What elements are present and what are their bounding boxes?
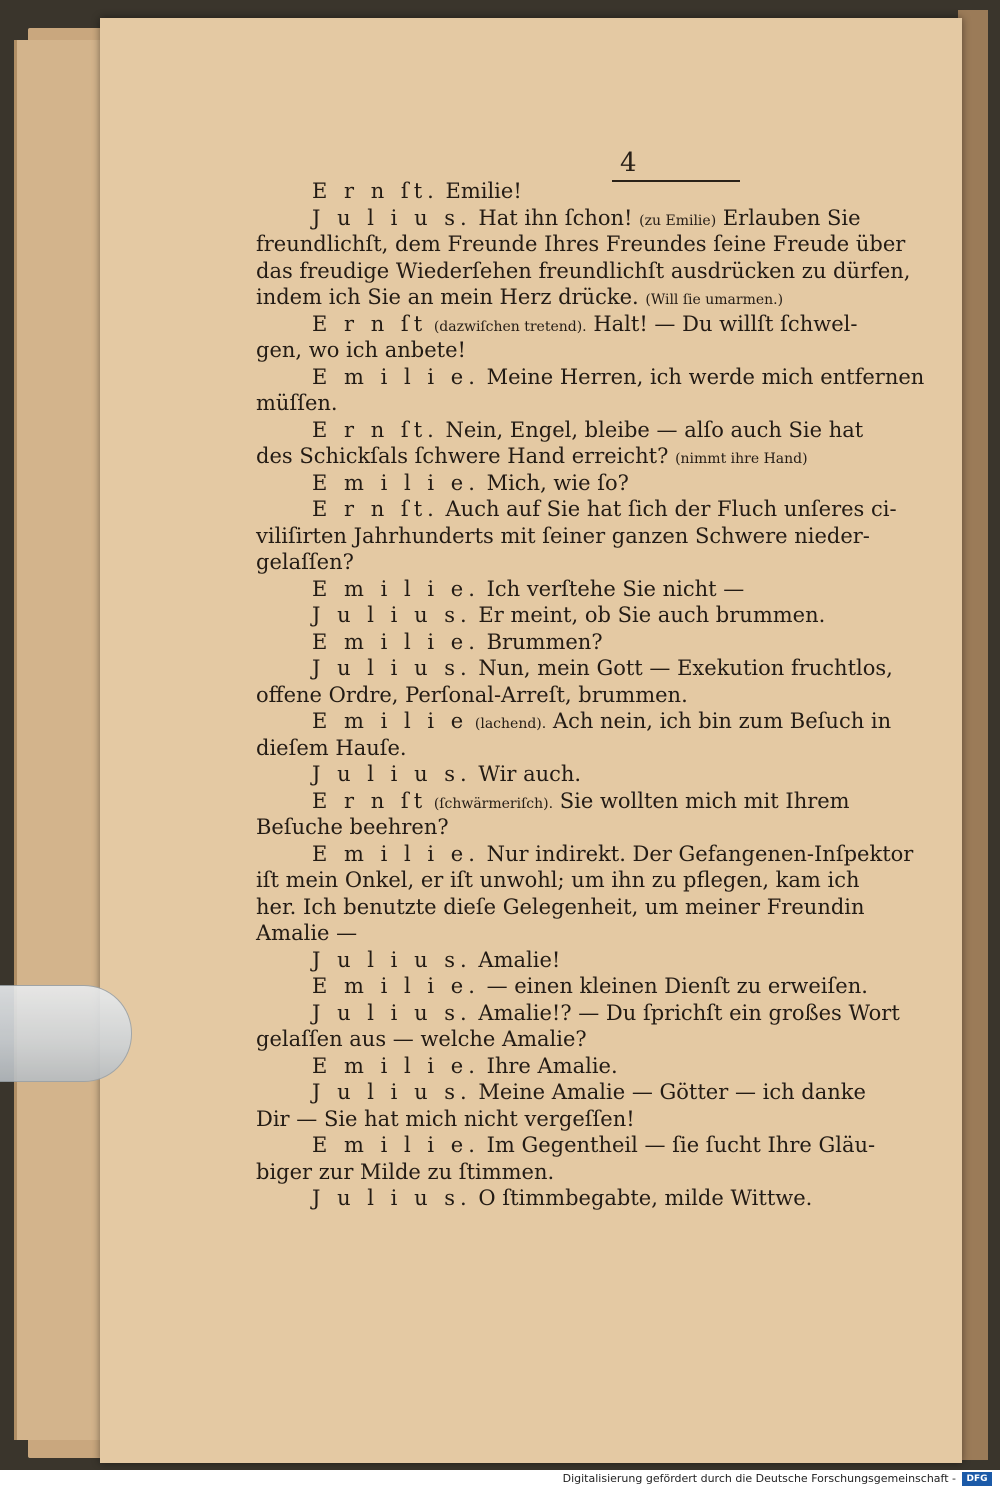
text: Nun, mein Gott — Exekution fruchtlos, xyxy=(478,656,893,680)
speaker: E m i l i e. xyxy=(312,1133,480,1157)
speaker: J u l i u s. xyxy=(312,947,472,972)
text: Ich verſtehe Sie nicht — xyxy=(486,576,745,601)
speaker: E m i l i e. xyxy=(312,364,480,389)
text-line xyxy=(256,205,896,232)
text: Amalie! xyxy=(478,947,561,972)
speaker: E r n ſt xyxy=(312,788,428,813)
text-line xyxy=(256,761,896,788)
text-line xyxy=(256,1159,896,1186)
footer-bar xyxy=(0,1470,1000,1489)
text: indem ich Sie an mein Herz drücke. xyxy=(256,285,639,309)
text-line xyxy=(256,470,896,497)
text-line xyxy=(256,814,896,841)
text-line xyxy=(256,576,896,603)
speaker: E m i l i e. xyxy=(312,470,480,495)
text-line xyxy=(256,443,896,470)
text-line xyxy=(256,1026,896,1053)
text: Amalie — xyxy=(256,921,358,945)
text: Meine Amalie — Götter — ich danke xyxy=(478,1080,866,1104)
speaker: J u l i u s. xyxy=(312,1080,472,1104)
speaker: E r n ſt. xyxy=(312,179,439,203)
stage-direction: (ſchwärmeriſch). xyxy=(433,795,554,812)
speaker: J u l i u s. xyxy=(312,762,472,786)
paper-clip xyxy=(0,985,132,1082)
text-cont: Ach nein, ich bin zum Beſuch in xyxy=(552,709,892,733)
text-line xyxy=(256,682,896,709)
text: iſt mein Onkel, er iſt unwohl; um ihn zu pflegen, kam ich xyxy=(256,868,860,892)
text-line xyxy=(256,788,896,815)
text: gen, wo ich anbete! xyxy=(256,338,466,362)
text-line xyxy=(256,1185,896,1212)
speaker: E m i l i e xyxy=(312,709,469,733)
text: müſſen. xyxy=(256,391,338,415)
text-cont: Halt! — Du willſt ſchwel- xyxy=(593,311,858,336)
speaker: J u l i u s. xyxy=(312,656,472,680)
text-line xyxy=(256,390,896,417)
text-line xyxy=(256,1079,896,1106)
text-line xyxy=(256,1132,896,1159)
text-line xyxy=(256,735,896,762)
text: O ſtimmbegabte, milde Wittwe. xyxy=(478,1186,813,1210)
text: Nein, Engel, bleibe — alſo auch Sie hat xyxy=(445,417,864,442)
stage-direction: (lachend). xyxy=(474,716,547,732)
text: Mich, wie ſo? xyxy=(486,470,629,495)
speaker: J u l i u s. xyxy=(312,1186,472,1210)
footer-credit: Digitalisierung gefördert durch die Deutsche Forschungsgemeinschaft - xyxy=(562,1472,956,1485)
text-line xyxy=(256,284,896,311)
text-line xyxy=(256,841,914,868)
text-line xyxy=(256,1106,896,1133)
speaker: E m i l i e. xyxy=(312,629,480,654)
text: Ihre Amalie. xyxy=(486,1053,618,1078)
text: offene Ordre, Perſonal-Arreſt, brummen. xyxy=(256,682,688,707)
text: dieſem Hauſe. xyxy=(256,735,407,760)
text-line xyxy=(256,549,896,576)
text-line xyxy=(256,523,896,550)
text: gelaſſen aus — welche Amalie? xyxy=(256,1027,587,1051)
text-line xyxy=(256,1053,896,1080)
dfg-logo: DFG xyxy=(962,1472,992,1486)
stage-direction: (nimmt ihre Hand) xyxy=(675,451,808,467)
text-line xyxy=(256,920,896,947)
text-line xyxy=(256,867,896,894)
left-page-edge xyxy=(14,40,107,1440)
stage-direction: (dazwiſchen tretend). xyxy=(433,318,587,335)
text-line xyxy=(256,947,896,974)
text: viliſirten Jahrhunderts mit ſeiner ganzen Schwere nieder- xyxy=(256,523,870,548)
text-line xyxy=(256,602,896,629)
text: biger zur Milde zu ſtimmen. xyxy=(256,1159,555,1184)
text-line xyxy=(256,231,906,258)
text-line xyxy=(256,708,896,735)
text: das freudige Wiederſehen freundlichſt ausdrücken zu dürfen, xyxy=(256,258,911,283)
speaker: J u l i u s. xyxy=(312,1000,472,1025)
text: Amalie!? — Du ſprichſt ein großes Wort xyxy=(478,1000,900,1025)
text: Auch auf Sie hat ſich der Fluch unſeres ci- xyxy=(445,497,897,521)
text: Emilie! xyxy=(445,179,522,203)
text: Er meint, ob Sie auch brummen. xyxy=(478,603,826,627)
speaker: E m i l i e. xyxy=(312,576,480,601)
text: Beſuche beehren? xyxy=(256,815,449,839)
speaker: E m i l i e. xyxy=(312,1053,480,1078)
speaker: E r n ſt. xyxy=(312,497,439,521)
text: freundlichſt, dem Freunde Ihres Freundes ſeine Freude über xyxy=(256,232,906,256)
text: Im Gegentheil — ſie ſucht Ihre Gläu- xyxy=(486,1133,876,1157)
text-line xyxy=(256,364,925,391)
text: her. Ich benutzte dieſe Gelegenheit, um meiner Freundin xyxy=(256,894,865,919)
page-text xyxy=(256,178,925,1212)
text-line xyxy=(256,655,896,682)
text: Hat ihn ſchon! xyxy=(478,205,633,230)
text: Brummen? xyxy=(486,629,603,654)
speaker: E r n ſt. xyxy=(312,417,439,442)
text: des Schickſals ſchwere Hand erreicht? xyxy=(256,444,669,468)
text: Wir auch. xyxy=(478,762,582,786)
text-cont: Erlauben Sie xyxy=(722,205,861,230)
text: Dir — Sie hat mich nicht vergeſſen! xyxy=(256,1106,635,1131)
text-cont: Sie wollten mich mit Ihrem xyxy=(559,788,850,813)
stage-direction: (zu Emilie) xyxy=(639,212,717,229)
stage-direction: (Will ſie umarmen.) xyxy=(645,292,784,308)
speaker: E r n ſt xyxy=(312,311,428,336)
speaker: J u l i u s. xyxy=(312,205,472,230)
text: — einen kleinen Dienſt zu erweiſen. xyxy=(486,974,868,998)
text-line xyxy=(256,258,911,285)
text-line xyxy=(256,337,896,364)
text-line xyxy=(256,311,896,338)
text-line xyxy=(256,178,896,205)
text-line xyxy=(256,894,896,921)
page-number: 4 xyxy=(620,148,637,178)
text: Meine Herren, ich werde mich entfernen xyxy=(486,364,925,389)
text-line xyxy=(256,1000,900,1027)
speaker: E m i l i e. xyxy=(312,974,480,998)
text-line xyxy=(256,496,896,523)
text-line xyxy=(256,973,896,1000)
text-line xyxy=(256,417,896,444)
speaker: J u l i u s. xyxy=(312,603,472,627)
speaker: E m i l i e. xyxy=(312,841,480,866)
text-line xyxy=(256,629,896,656)
text: gelaſſen? xyxy=(256,550,354,574)
text: Nur indirekt. Der Gefangenen-Inſpektor xyxy=(486,841,914,866)
right-page-edge xyxy=(958,10,988,1460)
